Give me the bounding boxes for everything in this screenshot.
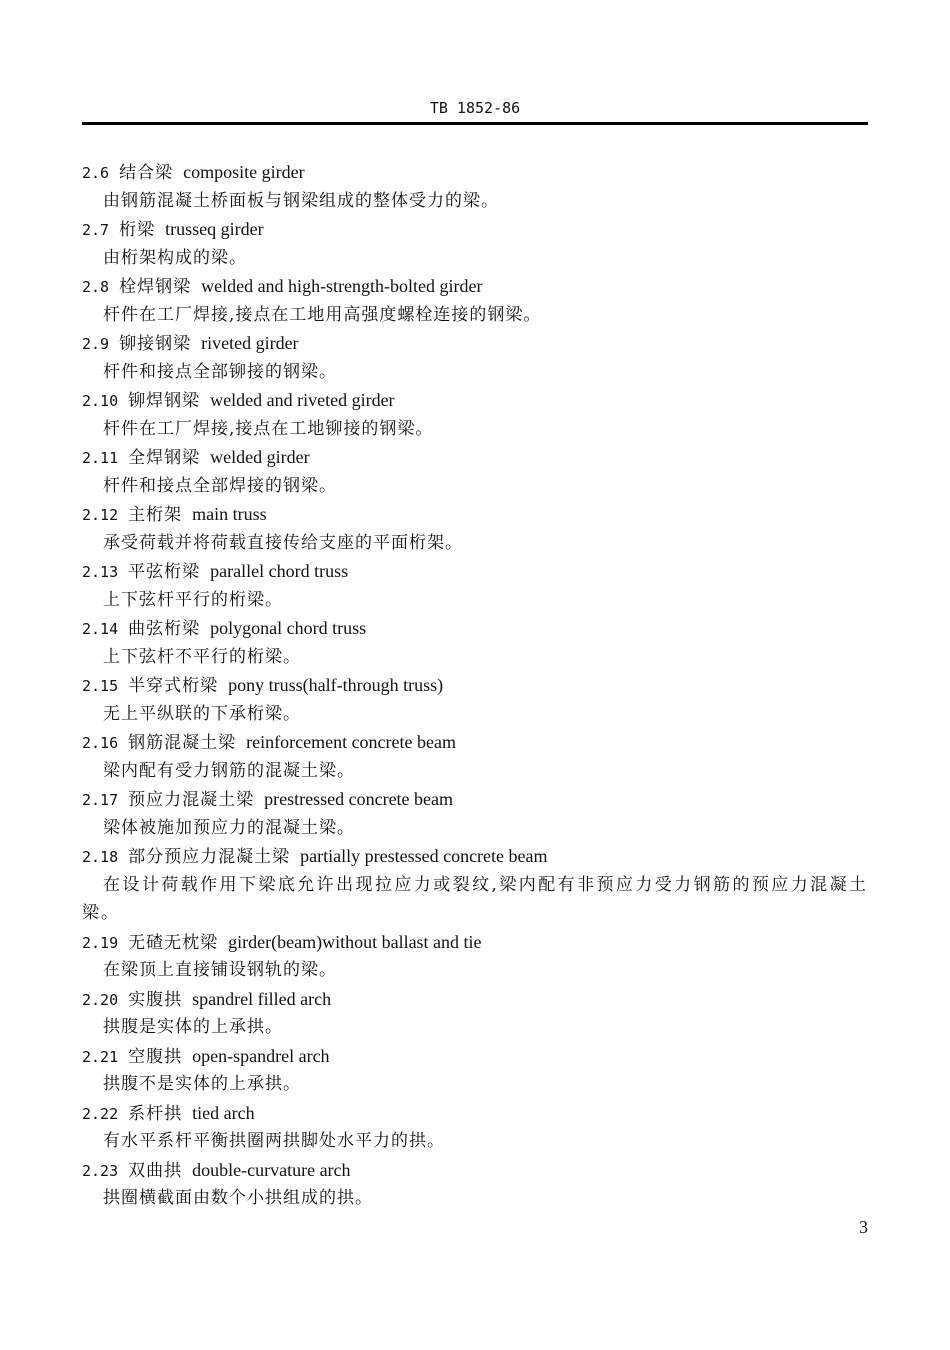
term-english: reinforcement concrete beam bbox=[246, 732, 456, 752]
term-number: 2.16 bbox=[82, 734, 119, 752]
term-chinese: 无碴无枕梁 bbox=[128, 932, 219, 953]
term-heading bbox=[82, 928, 868, 957]
term-entry-2-16 bbox=[82, 728, 868, 785]
term-english: pony truss(half-through truss) bbox=[228, 675, 444, 695]
term-chinese: 钢筋混凝土梁 bbox=[128, 733, 237, 753]
term-heading bbox=[82, 1042, 868, 1071]
term-chinese: 结合梁 bbox=[119, 163, 174, 183]
term-heading bbox=[82, 842, 868, 871]
term-definition: 杆件和接点全部铆接的钢梁。 bbox=[103, 361, 337, 382]
term-number: 2.21 bbox=[82, 1047, 119, 1066]
document-code-header: TB 1852-86 bbox=[429, 99, 521, 117]
term-heading bbox=[82, 1099, 868, 1128]
term-entry-2-10 bbox=[82, 386, 868, 443]
term-entry-2-15 bbox=[82, 671, 868, 728]
term-entry-2-14 bbox=[82, 614, 868, 671]
term-entry-2-22 bbox=[82, 1099, 868, 1156]
term-heading bbox=[82, 671, 868, 700]
term-definition: 杆件在工厂焊接,接点在工地用高强度螺栓连接的钢梁。 bbox=[103, 304, 542, 325]
term-english: girder(beam)without ballast and tie bbox=[228, 931, 482, 952]
terms-list bbox=[82, 158, 868, 1213]
term-definition: 梁体被施加预应力的混凝土梁。 bbox=[103, 817, 355, 838]
term-chinese: 双曲拱 bbox=[128, 1160, 183, 1181]
term-chinese: 曲弦桁梁 bbox=[128, 619, 201, 639]
term-english: partially prestessed concrete beam bbox=[300, 846, 548, 866]
term-english: main truss bbox=[192, 504, 267, 524]
term-heading bbox=[82, 728, 868, 757]
term-chinese: 系杆拱 bbox=[128, 1103, 183, 1124]
term-english: spandrel filled arch bbox=[192, 988, 332, 1009]
term-chinese: 半穿式桁梁 bbox=[128, 676, 219, 696]
term-entry-2-8 bbox=[82, 272, 868, 329]
term-chinese: 主桁架 bbox=[128, 505, 183, 525]
term-definition: 杆件和接点全部焊接的钢梁。 bbox=[103, 475, 337, 496]
term-chinese: 预应力混凝土梁 bbox=[128, 790, 255, 810]
term-heading bbox=[82, 443, 868, 472]
term-number: 2.17 bbox=[82, 791, 119, 809]
term-definition: 有水平系杆平衡拱圈两拱脚处水平力的拱。 bbox=[103, 1131, 445, 1151]
term-english: tied arch bbox=[192, 1102, 255, 1123]
term-entry-2-13 bbox=[82, 557, 868, 614]
term-number: 2.12 bbox=[82, 506, 119, 524]
term-entry-2-21 bbox=[82, 1042, 868, 1099]
page-number: 3 bbox=[859, 1217, 868, 1237]
term-english: parallel chord truss bbox=[210, 561, 349, 581]
term-definition: 梁内配有受力钢筋的混凝土梁。 bbox=[103, 760, 355, 781]
term-definition: 在设计荷载作用下梁底允许出现拉应力或裂纹,梁内配有非预应力受力钢筋的预应力混凝土梁。 bbox=[82, 874, 868, 923]
term-chinese: 栓焊钢梁 bbox=[119, 277, 192, 297]
term-chinese: 全焊钢梁 bbox=[128, 448, 201, 468]
term-heading bbox=[82, 557, 868, 586]
term-entry-2-12 bbox=[82, 500, 868, 557]
term-chinese: 平弦桁梁 bbox=[128, 562, 201, 582]
term-entry-2-6 bbox=[82, 158, 868, 215]
term-entry-2-9 bbox=[82, 329, 868, 386]
term-number: 2.6 bbox=[82, 164, 110, 182]
term-number: 2.9 bbox=[82, 335, 110, 353]
term-number: 2.18 bbox=[82, 848, 119, 866]
term-definition: 由桁架构成的梁。 bbox=[103, 247, 247, 268]
term-entry-2-23 bbox=[82, 1156, 868, 1213]
term-entry-2-17 bbox=[82, 785, 868, 842]
term-definition: 在梁顶上直接铺设钢轨的梁。 bbox=[103, 960, 337, 980]
term-entry-2-20 bbox=[82, 985, 868, 1042]
term-definition: 承受荷载并将荷载直接传给支座的平面桁架。 bbox=[103, 532, 463, 553]
term-definition: 杆件在工厂焊接,接点在工地铆接的钢梁。 bbox=[103, 418, 434, 439]
term-definition: 拱圈横截面由数个小拱组成的拱。 bbox=[103, 1188, 373, 1208]
term-english: welded and high-strength-bolted girder bbox=[201, 276, 483, 296]
term-english: welded and riveted girder bbox=[210, 390, 395, 410]
term-chinese: 空腹拱 bbox=[128, 1046, 183, 1067]
term-heading bbox=[82, 614, 868, 643]
term-entry-2-11 bbox=[82, 443, 868, 500]
term-number: 2.14 bbox=[82, 620, 119, 638]
header-rule bbox=[82, 122, 868, 125]
term-chinese: 实腹拱 bbox=[128, 989, 183, 1010]
term-entry-2-18 bbox=[82, 842, 868, 928]
term-heading bbox=[82, 158, 868, 187]
term-heading bbox=[82, 500, 868, 529]
term-definition: 上下弦杆不平行的桁梁。 bbox=[103, 646, 301, 667]
term-definition: 拱腹不是实体的上承拱。 bbox=[103, 1074, 301, 1094]
term-entry-2-19 bbox=[82, 928, 868, 985]
term-number: 2.11 bbox=[82, 449, 119, 467]
term-definition: 上下弦杆平行的桁梁。 bbox=[103, 589, 283, 610]
term-english: prestressed concrete beam bbox=[264, 789, 454, 809]
term-chinese: 铆接钢梁 bbox=[119, 334, 192, 354]
term-number: 2.15 bbox=[82, 677, 119, 695]
term-english: composite girder bbox=[183, 162, 305, 182]
term-number: 2.20 bbox=[82, 990, 119, 1009]
term-number: 2.23 bbox=[82, 1161, 119, 1180]
term-number: 2.8 bbox=[82, 278, 110, 296]
term-heading bbox=[82, 272, 868, 301]
term-english: riveted girder bbox=[201, 333, 299, 353]
term-heading bbox=[82, 386, 868, 415]
term-english: polygonal chord truss bbox=[210, 618, 367, 638]
term-number: 2.13 bbox=[82, 563, 119, 581]
term-heading bbox=[82, 1156, 868, 1185]
term-number: 2.7 bbox=[82, 221, 110, 239]
term-definition: 由钢筋混凝土桥面板与钢梁组成的整体受力的梁。 bbox=[103, 190, 499, 211]
term-english: welded girder bbox=[210, 447, 310, 467]
term-chinese: 部分预应力混凝土梁 bbox=[128, 847, 291, 867]
term-definition: 无上平纵联的下承桁梁。 bbox=[103, 703, 301, 724]
term-heading bbox=[82, 985, 868, 1014]
term-english: open-spandrel arch bbox=[192, 1045, 330, 1066]
term-number: 2.10 bbox=[82, 392, 119, 410]
term-definition: 拱腹是实体的上承拱。 bbox=[103, 1017, 283, 1037]
term-number: 2.19 bbox=[82, 933, 119, 952]
term-heading bbox=[82, 215, 868, 244]
term-heading bbox=[82, 785, 868, 814]
term-english: double-curvature arch bbox=[192, 1159, 351, 1180]
term-chinese: 铆焊钢梁 bbox=[128, 391, 201, 411]
term-chinese: 桁梁 bbox=[119, 220, 156, 240]
term-entry-2-7 bbox=[82, 215, 868, 272]
term-english: trusseq girder bbox=[165, 219, 264, 239]
term-heading bbox=[82, 329, 868, 358]
term-number: 2.22 bbox=[82, 1104, 119, 1123]
